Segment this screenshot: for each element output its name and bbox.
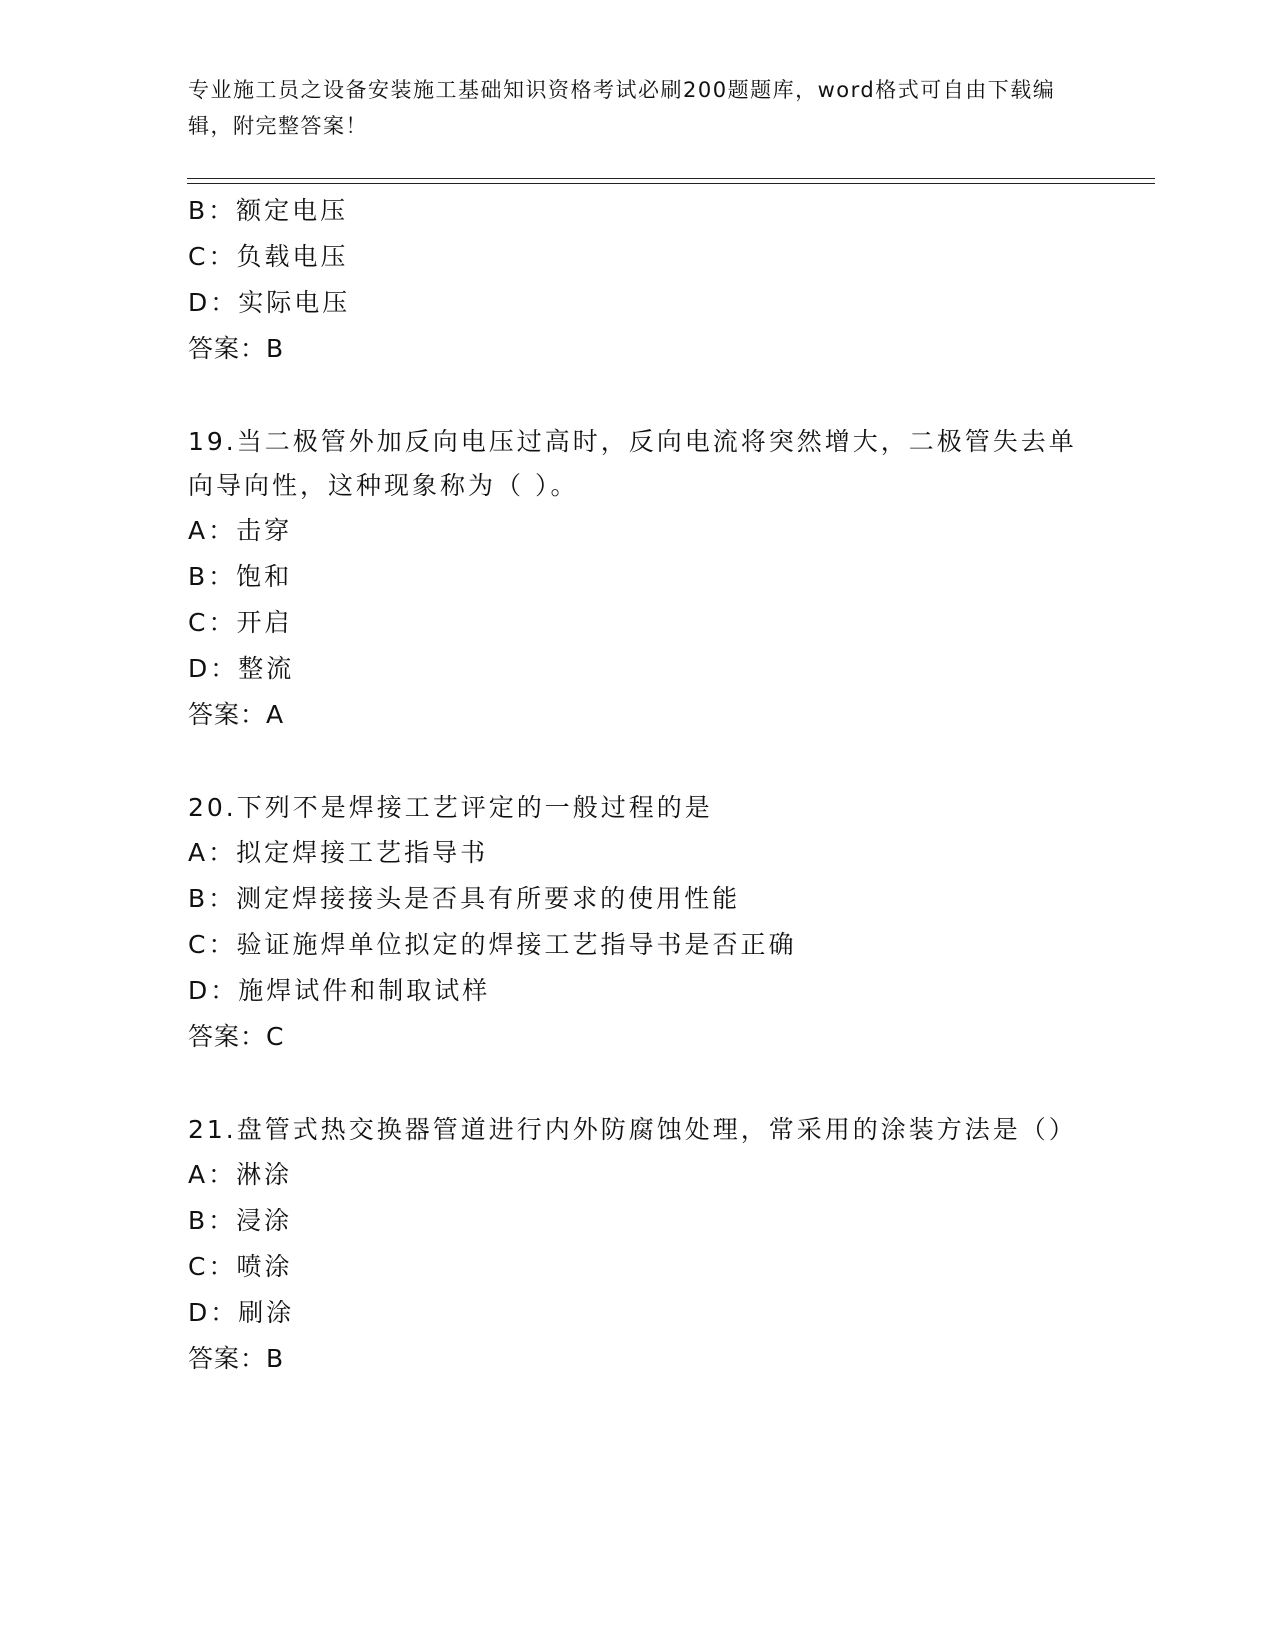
spacer [188,1060,1088,1108]
answer-line: 答案：B [188,334,285,363]
option-b: B：测定焊接接头是否具有所要求的使用性能 [188,884,741,913]
spacer [188,738,1088,786]
option-a: A：拟定焊接工艺指导书 [188,838,489,867]
question-21 [188,1108,1088,1382]
option-c: C：验证施焊单位拟定的焊接工艺指导书是否正确 [188,930,797,959]
option-c: C：负载电压 [188,242,349,271]
answer-line: 答案：B [188,1344,285,1373]
header-divider-bottom [187,183,1155,184]
option-a: A：淋涂 [188,1160,293,1189]
question-text: 19.当二极管外加反向电压过高时，反向电流将突然增大，二极管失去单向导向性，这种现象称为（ ）。 [188,427,1077,500]
header-divider-top [187,178,1155,179]
prev-question-block [188,188,1088,372]
option-b: B：额定电压 [188,196,349,225]
option-b: B：饱和 [188,562,293,591]
answer-line: 答案：C [188,1022,285,1051]
question-list [188,188,1088,1382]
option-d: D：实际电压 [188,288,351,317]
option-c: C：喷涂 [188,1252,293,1281]
option-b: B：浸涂 [188,1206,293,1235]
option-d: D：刷涂 [188,1298,295,1327]
spacer [188,372,1088,420]
question-text: 20.下列不是焊接工艺评定的一般过程的是 [188,793,713,822]
question-text: 21.盘管式热交换器管道进行内外防腐蚀处理，常采用的涂装方法是（） [188,1115,1077,1144]
answer-line: 答案：A [188,700,285,729]
option-d: D：施焊试件和制取试样 [188,976,491,1005]
question-20 [188,786,1088,1060]
document-header: 专业施工员之设备安装施工基础知识资格考试必刷200题题库，word格式可自由下载编辑，附完整答案！ [188,78,1056,138]
question-19 [188,420,1088,738]
option-c: C：开启 [188,608,293,637]
option-a: A：击穿 [188,516,293,545]
option-d: D：整流 [188,654,295,683]
